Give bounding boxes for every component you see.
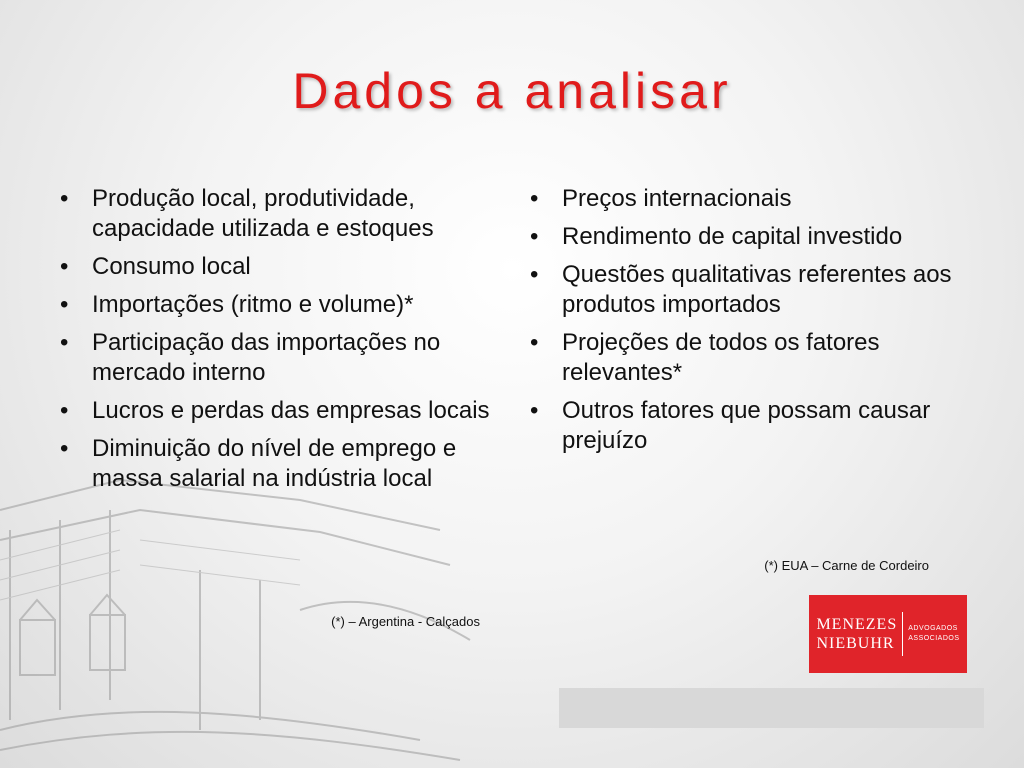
list-item: • Produção local, produtividade, capacidade utilizada e estoques	[52, 184, 507, 244]
right-footnote: (*) EUA – Carne de Cordeiro	[764, 558, 929, 573]
logo-sub-1: ADVOGADOS	[908, 625, 958, 632]
building-sketch-background	[0, 470, 620, 768]
list-item: • Preços internacionais	[522, 184, 962, 214]
left-footnote: (*) – Argentina - Calçados	[331, 614, 480, 629]
list-item: • Projeções de todos os fatores relevantes*	[522, 328, 962, 388]
list-item: • Questões qualitativas referentes aos produtos importados	[522, 260, 962, 320]
slide-title: Dados a analisar	[292, 63, 732, 119]
right-bullet-list	[522, 184, 962, 464]
left-bullet-list	[52, 184, 507, 502]
footer-bar	[559, 688, 984, 728]
company-logo	[809, 595, 967, 673]
logo-line-1: MENEZES	[816, 616, 898, 633]
list-item: • Importações (ritmo e volume)*	[52, 290, 507, 320]
list-item: • Participação das importações no mercado interno	[52, 328, 507, 388]
logo-sub-2: ASSOCIADOS	[908, 635, 960, 642]
list-item: • Rendimento de capital investido	[522, 222, 962, 252]
logo-divider	[902, 612, 903, 656]
list-item: • Diminuição do nível de emprego e massa salarial na indústria local	[52, 434, 507, 494]
list-item: • Consumo local	[52, 252, 507, 282]
logo-names	[816, 615, 897, 653]
list-item: • Outros fatores que possam causar prejuízo	[522, 396, 962, 456]
logo-subtitle	[908, 624, 959, 644]
logo-line-2: NIEBUHR	[816, 635, 895, 652]
list-item: • Lucros e perdas das empresas locais	[52, 396, 507, 426]
